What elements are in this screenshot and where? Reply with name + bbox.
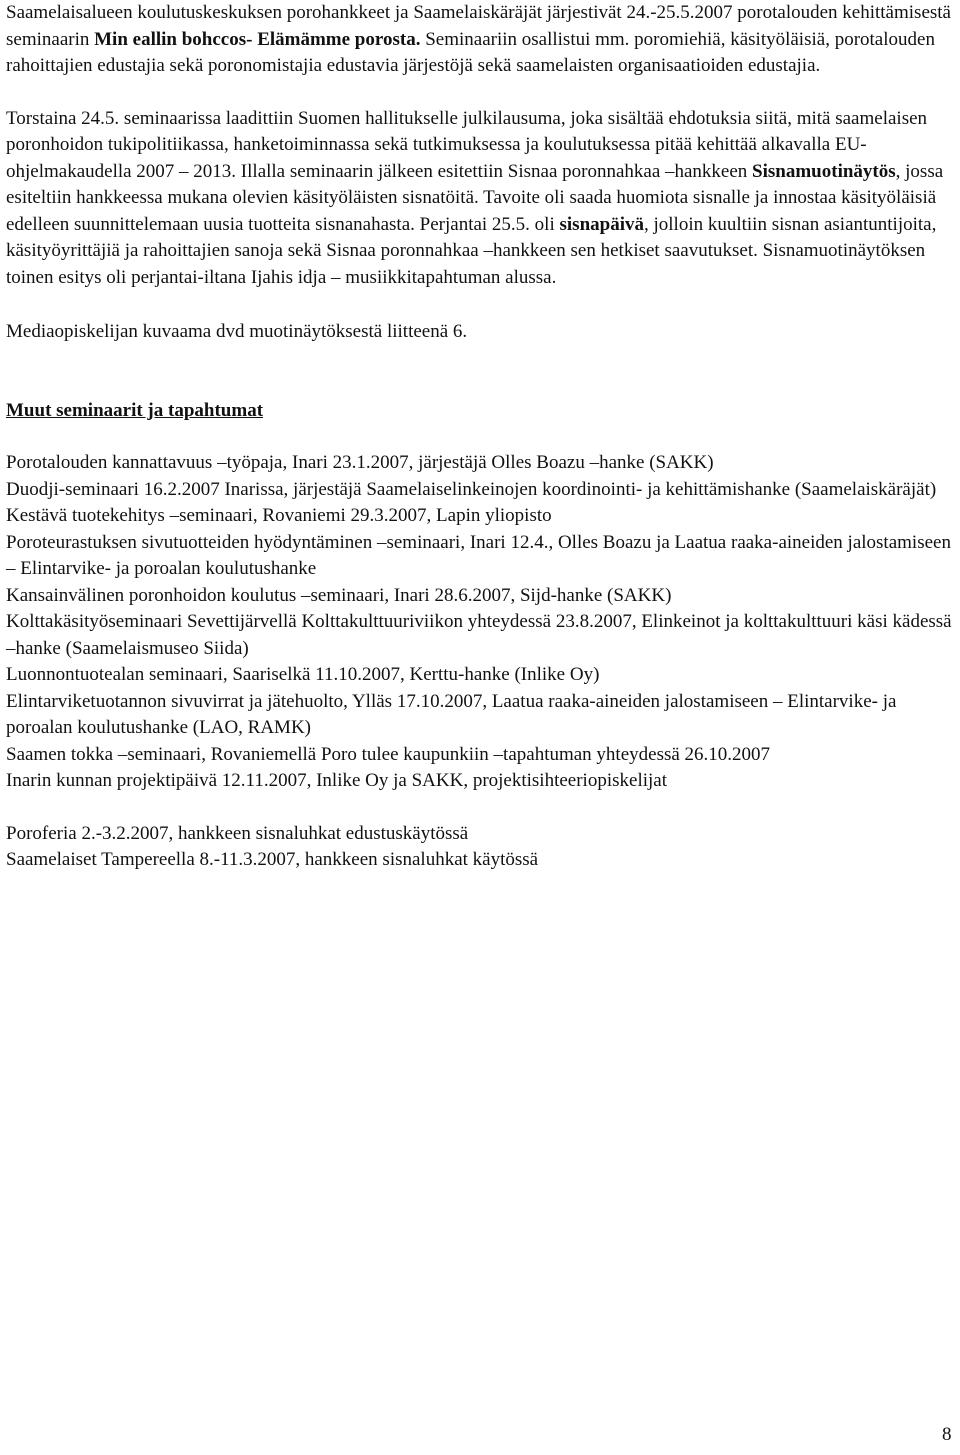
page-number: 8: [942, 1424, 952, 1445]
fashion-show-name: Sisnamuotinäytös: [752, 160, 896, 182]
spacer: [6, 424, 956, 450]
list-item: Duodji-seminaari 16.2.2007 Inarissa, järjestäjä Saamelaiselinkeinojen koordinointi- ja kehittämishanke (Saamelaiskäräjät): [6, 478, 937, 500]
list-item: Poroteurastuksen sivutuotteiden hyödyntäminen –seminaari, Inari 12.4., Olles Boazu ja Laatua raaka-aineiden jalostamiseen – Elintarvike- ja poroalan koulutushanke: [6, 531, 951, 579]
fairs-list: [6, 821, 956, 874]
main-paragraph: [6, 106, 956, 292]
sisna-day-name: sisnapäivä: [559, 213, 644, 235]
main-text-part1: Torstaina 24.5. seminaarissa laadittiin Suomen hallitukselle julkilausuma, joka sisältää ehdotuksia siitä, mitä saamelaisen poronhoidon tukipolitiikassa, hanketoiminnassa sekä tutkimuksessa ja koulutuksessa pitää kehittää alkavalla EU-ohjelmakaudella 2007 – 2013. Illalla seminaarin jälkeen esitettiin Sisnaa poronnahkaa –hankkeen: [6, 107, 928, 182]
list-item: Kansainvälinen poronhoidon koulutus –seminaari, Inari 28.6.2007, Sijd-hanke (SAKK): [6, 584, 672, 606]
list-item: Poroferia 2.-3.2.2007, hankkeen sisnaluhkat edustuskäytössä: [6, 822, 469, 844]
main-text-part3: , jolloin kuultiin sisnan asiantuntijoita, käsityöyrittäjiä ja rahoittajien sanoja sekä Sisnaa poronnahkaa –hankkeen sen hetkiset saavutukset. Sisnamuotinäytöksen toinen esitys oli perjantai-iltana Ijahis idja – musiikkitapahtuman alussa.: [6, 213, 937, 288]
spacer: [6, 346, 956, 398]
main-text-part2: , jossa esiteltiin hankkeessa mukana olevien käsityöläisten sisnatöitä. Tavoite oli saada huomiota sisnalle ja innostaa käsityöläisiä edelleen suunnittelemaan uusia tuotteita sisnanahasta. Perjantai 25.5. oli: [6, 160, 944, 235]
list-item: Saamen tokka –seminaari, Rovaniemellä Poro tulee kaupunkiin –tapahtuman yhteydessä 26.10.2007: [6, 743, 771, 765]
media-note: Mediaopiskelijan kuvaama dvd muotinäytöksestä liitteenä 6.: [6, 321, 468, 342]
list-item: Kolttakäsityöseminaari Sevettijärvellä Kolttakulttuuriviikon yhteydessä 23.8.2007, Elinkeinot ja kolttakulttuuri käsi kädessä –hanke (Saamelaismuseo Siida): [6, 611, 952, 659]
section-heading: Muut seminaarit ja tapahtumat: [6, 399, 264, 421]
intro-text-post: Seminaariin osallistui mm. poromiehiä, käsityöläisiä, porotalouden rahoittajien edustajia sekä poronomistajia edustavia järjestöjä sekä saamelaisten organisaatioiden edustajia.: [6, 28, 935, 76]
spacer: [6, 80, 956, 106]
list-item: Saamelaiset Tampereella 8.-11.3.2007, hankkeen sisnaluhkat käytössä: [6, 849, 539, 870]
list-item: Porotalouden kannattavuus –työpaja, Inari 23.1.2007, järjestäjä Olles Boazu –hanke (SAKK): [6, 452, 714, 473]
list-item: Luonnontuotealan seminaari, Saariselkä 11.10.2007, Kerttu-hanke (Inlike Oy): [6, 664, 600, 685]
intro-text-pre: Saamelaisalueen koulutuskeskuksen porohankkeet ja Saamelaiskäräjät järjestivät 24.-25.5.2007 porotalouden kehittämisestä seminaarin: [6, 2, 951, 50]
intro-paragraph: [6, 0, 956, 80]
list-item: Kestävä tuotekehitys –seminaari, Rovaniemi 29.3.2007, Lapin yliopisto: [6, 505, 552, 526]
list-item: Elintarviketuotannon sivuvirrat ja jätehuolto, Ylläs 17.10.2007, Laatua raaka-aineiden jalostamiseen – Elintarvike- ja poroalan koulutushanke (LAO, RAMK): [6, 690, 897, 738]
seminar-title: Min eallin bohccos- Elämämme porosta.: [94, 28, 421, 50]
events-list: [6, 450, 956, 795]
spacer: [6, 795, 956, 821]
spacer: [6, 291, 956, 319]
document-page: [6, 0, 956, 874]
list-item: Inarin kunnan projektipäivä 12.11.2007, Inlike Oy ja SAKK, projektisihteeriopiskelijat: [6, 770, 667, 791]
